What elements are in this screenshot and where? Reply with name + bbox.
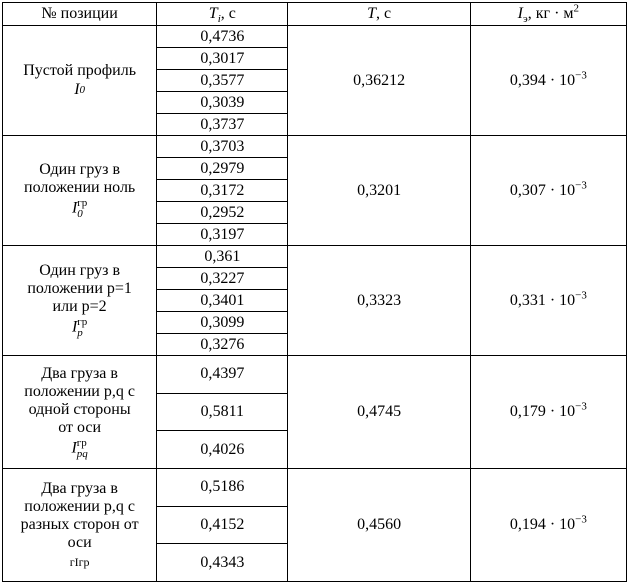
inertia-base: 0,307 · 10 — [509, 181, 576, 199]
inertia-base: 0,194 · 10 — [509, 516, 576, 534]
ti-cell: 0,3197 — [157, 224, 288, 246]
position-label-line: Один груз в — [39, 262, 121, 279]
inertia-cell — [470, 356, 626, 469]
inertia-base: 0,179 · 10 — [509, 403, 576, 421]
ti-cell: 0,4026 — [157, 431, 288, 469]
position-label-line: Один груз в — [39, 161, 121, 178]
inertia-exponent: −3 — [575, 69, 587, 82]
header-inertia — [470, 3, 626, 26]
inertia-exponent: −3 — [575, 513, 587, 526]
ti-cell: 0,4397 — [157, 356, 288, 394]
table-row — [3, 469, 627, 507]
ti-cell: 0,4343 — [157, 544, 288, 582]
position-symbol-text: гIгр — [69, 554, 90, 569]
position-label-line: от оси — [58, 418, 102, 436]
position-symbol-sup: гр — [77, 197, 88, 209]
table-header-row — [3, 3, 627, 26]
position-label-line: или p=2 — [52, 298, 107, 315]
measurement-table — [2, 2, 627, 582]
ti-cell: 0,3017 — [157, 48, 288, 70]
position-cell — [3, 136, 157, 246]
position-symbol-var: I — [71, 439, 77, 457]
ti-cell: 0,3099 — [157, 312, 288, 334]
position-label-line: одной стороны — [28, 400, 131, 418]
table-row — [3, 136, 627, 158]
inertia-cell — [470, 246, 626, 356]
ti-cell: 0,2952 — [157, 202, 288, 224]
ti-cell: 0,3172 — [157, 180, 288, 202]
table-row — [3, 26, 627, 48]
header-ti-unit: , с — [220, 5, 236, 22]
position-label-line: Два груза в — [41, 364, 118, 382]
ti-cell: 0,2979 — [157, 158, 288, 180]
position-label-line: Два груза в — [41, 479, 118, 497]
header-i-sub: э — [523, 13, 528, 26]
t-cell: 0,36212 — [288, 26, 470, 136]
position-label-line: положении p=1 — [27, 280, 132, 297]
position-label-line: положении p,q с — [24, 497, 135, 515]
position-symbol-sup: гр — [76, 436, 87, 449]
ti-cell: 0,3703 — [157, 136, 288, 158]
position-symbol — [3, 317, 156, 339]
ti-cell: 0,3276 — [157, 334, 288, 356]
position-symbol-sub: 0 — [79, 83, 86, 96]
position-cell — [3, 246, 157, 356]
header-i-var: I — [517, 5, 523, 22]
header-ti — [157, 3, 288, 26]
table-row — [3, 246, 627, 268]
ti-cell: 0,4152 — [157, 506, 288, 544]
position-label-line: Пустой профиль — [23, 62, 136, 79]
position-label-line: разных сторон от — [20, 515, 139, 533]
inertia-cell — [470, 26, 626, 136]
ti-cell: 0,3227 — [157, 268, 288, 290]
position-symbol-var: I — [74, 81, 80, 98]
inertia-exponent: −3 — [575, 289, 587, 302]
inertia-exponent: −3 — [575, 400, 587, 413]
header-ti-var: T — [208, 5, 218, 22]
t-cell: 0,3323 — [288, 246, 470, 356]
position-cell — [3, 356, 157, 469]
header-t-var: T — [367, 5, 376, 22]
position-label-line: положении ноль — [24, 179, 136, 196]
position-symbol-sup: гр — [77, 316, 88, 328]
ti-cell: 0,361 — [157, 246, 288, 268]
ti-cell: 0,3401 — [157, 290, 288, 312]
position-cell — [3, 469, 157, 582]
position-cell — [3, 26, 157, 136]
position-symbol-sub: p — [77, 327, 83, 339]
position-symbol-var: I — [71, 199, 78, 217]
ti-cell: 0,3039 — [157, 92, 288, 114]
t-cell: 0,3201 — [288, 136, 470, 246]
position-symbol — [3, 438, 156, 460]
ti-cell: 0,5186 — [157, 469, 288, 507]
inertia-exponent: −3 — [575, 179, 587, 192]
position-symbol-sub: 0 — [77, 208, 83, 220]
inertia-base: 0,331 · 10 — [509, 291, 576, 309]
header-t-unit: , с — [375, 5, 392, 22]
ti-cell: 0,3577 — [157, 70, 288, 92]
table-row — [3, 356, 627, 394]
position-symbol-sub: pq — [76, 447, 88, 460]
t-cell: 0,4745 — [288, 356, 470, 469]
header-i-pow: 2 — [573, 2, 580, 15]
position-symbol — [3, 81, 156, 99]
header-position-label: № позиции — [41, 5, 118, 22]
t-cell: 0,4560 — [288, 469, 470, 582]
table-body — [3, 26, 627, 582]
position-symbol-var: I — [71, 318, 78, 336]
ti-cell: 0,3737 — [157, 114, 288, 136]
position-label-line: положении p,q с — [24, 382, 135, 400]
header-t — [288, 3, 470, 26]
ti-cell: 0,4736 — [157, 26, 288, 48]
inertia-cell — [470, 136, 626, 246]
header-position — [3, 3, 157, 26]
position-symbol — [3, 198, 156, 220]
position-symbol — [3, 553, 156, 571]
inertia-base: 0,394 · 10 — [509, 71, 576, 89]
inertia-cell — [470, 469, 626, 582]
position-label-line: оси — [67, 533, 92, 551]
header-ti-sub: i — [217, 13, 221, 26]
header-i-unit: , кг · м — [527, 5, 574, 22]
ti-cell: 0,5811 — [157, 393, 288, 431]
